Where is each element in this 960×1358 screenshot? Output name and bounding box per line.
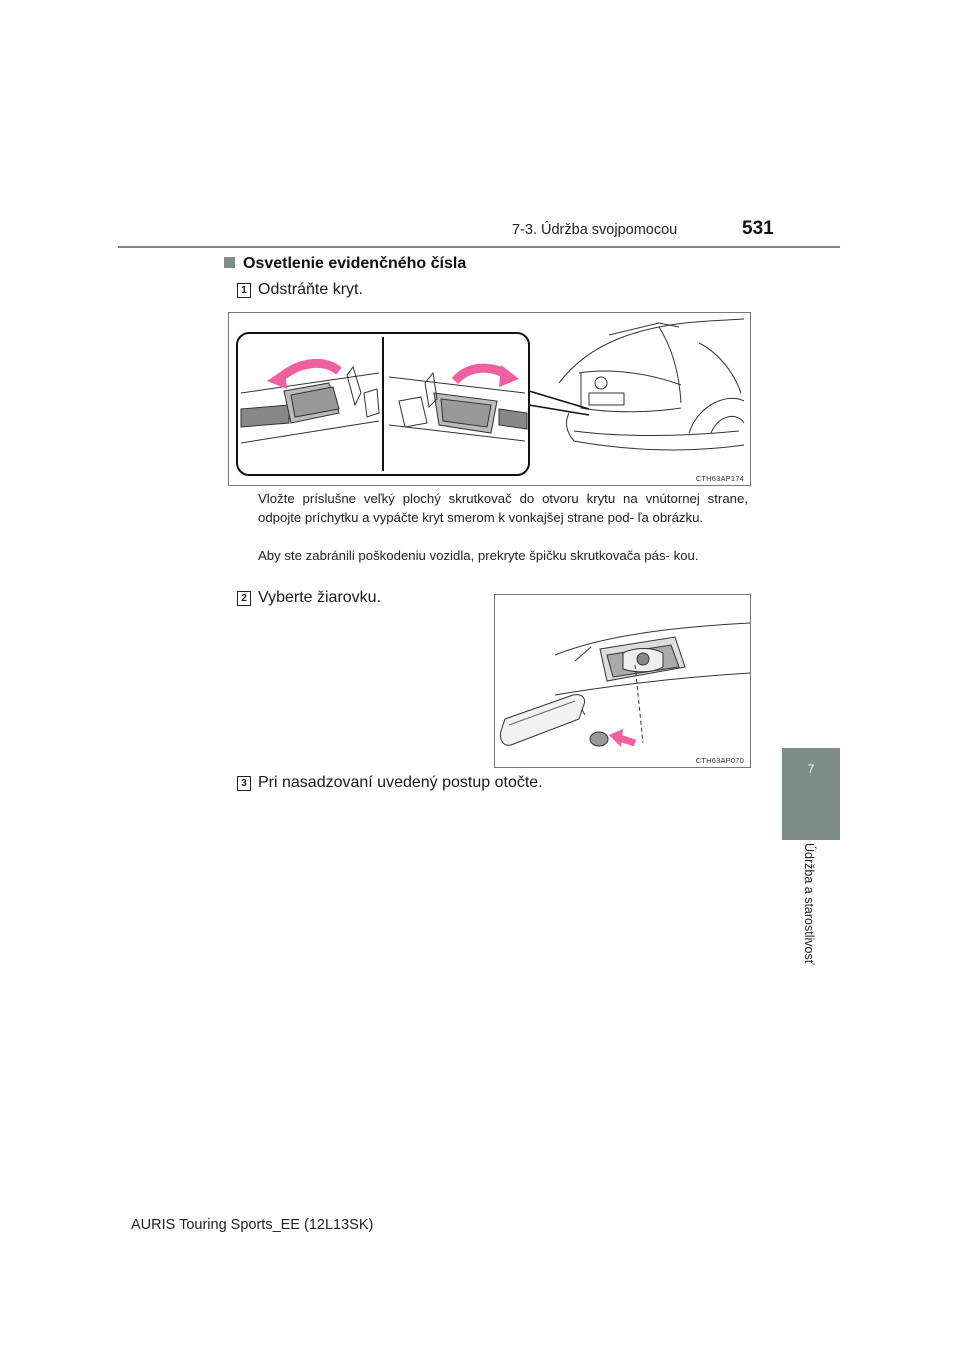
- chapter-number: 7: [807, 762, 815, 776]
- step-3-number: 3: [237, 776, 251, 791]
- running-header-section: 7-3. Údržba svojpomocou: [512, 222, 678, 238]
- chapter-title-vertical: [802, 843, 822, 1003]
- header-rule: [118, 246, 840, 248]
- chapter-tab[interactable]: [782, 748, 840, 840]
- remove-bulb-illustration: [495, 595, 750, 767]
- page-number: 531: [742, 218, 774, 239]
- remove-cover-illustration: [229, 313, 750, 485]
- section-heading-text: Osvetlenie evidenčného čísla: [243, 255, 467, 272]
- figure-code: CTH63AP070: [695, 756, 744, 765]
- step-2-number: 2: [237, 591, 251, 606]
- step-1-note-2: Aby ste zabránili poškodeniu vozidla, prekryte špičku skrutkovača pás- kou.: [258, 548, 699, 563]
- figure-code: CTH63AP174: [695, 474, 744, 483]
- chapter-title: Údržba a starostlivosť: [802, 843, 816, 965]
- step-1-note-1: Vložte príslušne veľký plochý skrutkovač do otvoru krytu na vnútornej strane, odpojte príchytku a vypáčte kryt smerom k vonkajšej strane pod- ľa obrázku.: [258, 491, 748, 525]
- step-2-text: Vyberte žiarovku.: [258, 589, 382, 606]
- step-3-text: Pri nasadzovaní uvedený postup otočte.: [258, 774, 543, 791]
- step-1-number: 1: [237, 283, 251, 298]
- section-heading: [224, 255, 466, 273]
- figure-remove-bulb: [494, 594, 751, 768]
- step-1-text: Odstráňte kryt.: [258, 281, 363, 298]
- footer-model: AURIS Touring Sports_EE (12L13SK): [131, 1217, 374, 1233]
- heading-square-icon: [224, 257, 235, 268]
- figure-remove-cover: [228, 312, 751, 486]
